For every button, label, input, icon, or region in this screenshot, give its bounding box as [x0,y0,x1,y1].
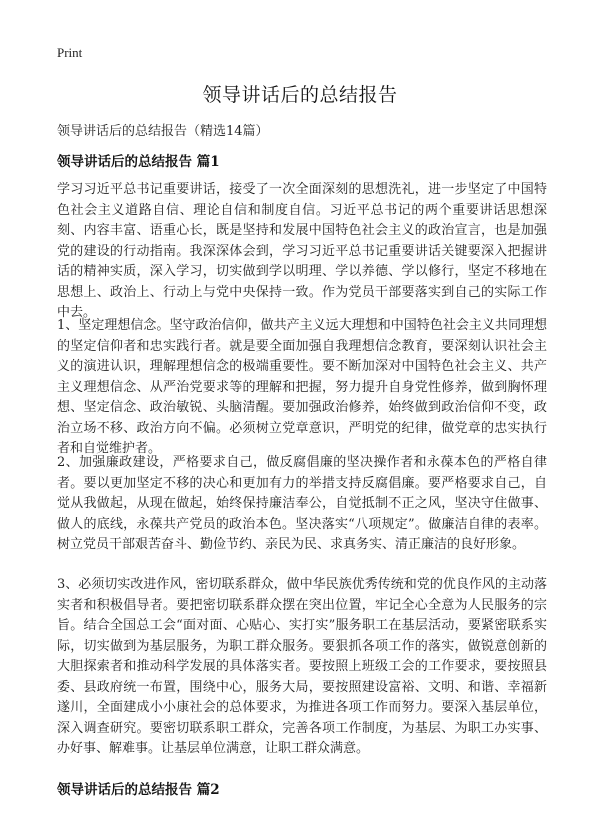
page-title: 领导讲话后的总结报告 [202,84,398,106]
section-heading-2: 领导讲话后的总结报告 篇2 [57,782,220,798]
paragraph-point-2: 2、加强廉政建设，严格要求自己，做反腐倡廉的坚决操作者和永葆本色的严格自律者。要以更加坚定不移的决心和更加有力的举措支持反腐倡廉。要严格要求自己，自觉从我做起，从现在做起，始终保持廉洁奉公，自觉抵制不正之风，坚决守住做事、做人的底线，永葆共产党员的政治本色。坚决落实“八项规定”。做廉洁自律的表率。树立党员干部艰苦奋斗、勤俭节约、亲民为民、求真务实、清正廉洁的良好形象。 [57,455,547,552]
section-heading-1: 领导讲话后的总结报告 篇1 [57,154,220,170]
page-subtitle: 领导讲话后的总结报告（精选14篇） [57,124,269,139]
paragraph-point-3: 3、必须切实改进作风，密切联系群众，做中华民族优秀传统和党的优良作风的主动落实者和积极倡导者。要把密切联系群众摆在突出位置，牢记全心全意为人民服务的宗旨。结合全国总工会“面对面、心贴心、实打实”服务职工在基层活动，要紧密联系实际，切实做到为基层服务，为职工群众服务。要狠抓各项工作的落实，做锐意创新的大胆探索者和推动科学发展的具体落实者。要按照上班级工会的工作要求，要按照县委、县政府统一布置，围绕中心，服务大局，要按照建设富裕、文明、和谐、幸福新遂川，全面建成小小康社会的总体要求，为推进各项工作而努力。要深入基层单位，深入调查研究。要密切联系职工群众，完善各项工作制度，为基层、为职工办实事、办好事、解难事。让基层单位满意，让职工群众满意。 [57,577,547,756]
print-link[interactable]: Print [57,45,83,60]
paragraph-intro: 学习习近平总书记重要讲话，接受了一次全面深刻的思想洗礼，进一步坚定了中国特色社会主义道路自信、理论自信和制度自信。习近平总书记的两个重要讲话思想深刻、内容丰富、语重心长，既是坚持和发展中国特色社会主义的政治宣言，也是加强党的建设的行动指南。我深深体会到，学习习近平总书记重要讲话关键要深入把握讲话的精神实质，深入学习，切实做到学以明理、学以养德、学以修行，坚定不移地在思想上、政治上、行动上与党中央保持一致。作为党员干部要落实到自己的实际工作中去。 [57,182,547,320]
paragraph-point-1: 1、坚定理想信念。坚守政治信仰，做共产主义远大理想和中国特色社会主义共同理想的坚定信仰者和忠实践行者。就是要全面加强自我理想信念教育，要深刻认识社会主义的演进认识，理解理想信念的极端重要性。要不断加深对中国特色社会主义、共产主义理想信念、从严治党要求等的理解和把握，努力提升自身党性修养，做到胸怀理想、坚定信念、政治敏锐、头脑清醒。要加强政治修养，始终做到政治信仰不变，政治立场不移、政治方向不偏。必须树立党章意识，严明党的纪律，做党章的忠实执行者和自觉维护者。 [57,318,547,456]
